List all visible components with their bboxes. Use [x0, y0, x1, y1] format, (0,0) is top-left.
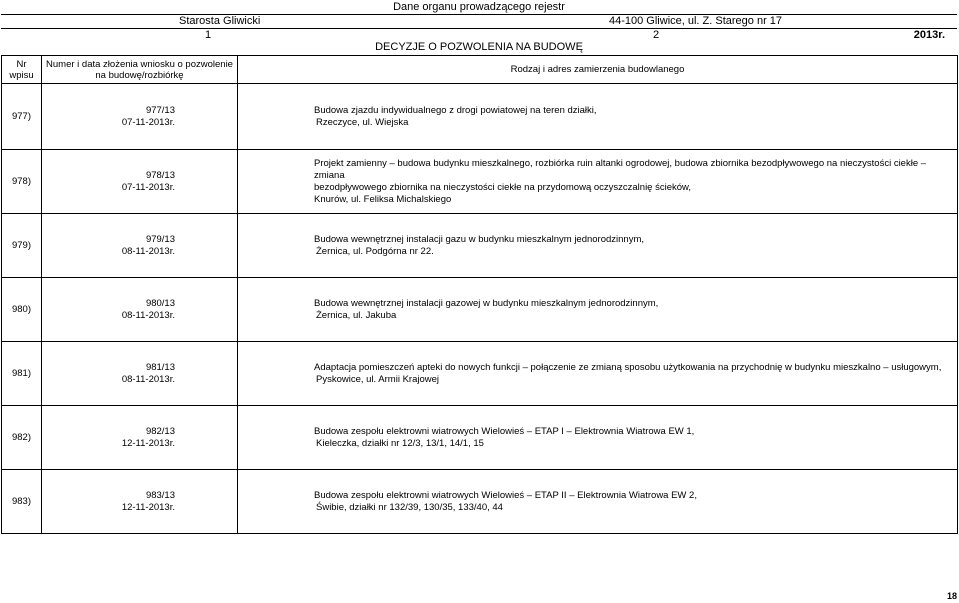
entry-number: 983): [2, 470, 42, 534]
register-header: [1, 1, 957, 56]
permits-table: [1, 55, 958, 534]
application-date: 08-11-2013r.: [121, 373, 175, 385]
entry-number: 979): [2, 214, 42, 278]
application-date: 08-11-2013r.: [121, 245, 175, 257]
description-line-1: Budowa zespołu elektrowni wiatrowych Wielowieś – ETAP II – Elektrownia Wiatrowa EW 2,: [314, 489, 697, 501]
table-row: [2, 84, 958, 150]
project-description: [238, 84, 958, 150]
register-title: DECYZJE O POZWOLENIA NA BUDOWĘ: [375, 41, 583, 53]
application-date: 12-11-2013r.: [121, 501, 175, 513]
application-date: 07-11-2013r.: [121, 181, 175, 193]
header-register-row: [1, 29, 957, 56]
description-line-1: Budowa wewnętrznej instalacji gazu w budynku mieszkalnym jednorodzinnym,: [314, 233, 645, 245]
application-number-date: [42, 342, 238, 406]
table-row: [2, 470, 958, 534]
register-owner-title: Dane organu prowadzącego rejestr: [393, 1, 565, 13]
column-index-1: 1: [205, 29, 212, 41]
description-line-1: Adaptacja pomieszczeń apteki do nowych funkcji – połączenie ze zmianą sposobu użytkowania na przychodnię w budynku mieszkalno – usługowym,: [314, 361, 942, 373]
description-line-2: Kieleczka, działki nr 12/3, 13/1, 14/1, 15: [316, 437, 484, 449]
application-number-date: [42, 150, 238, 214]
description-line-2: Żernica, ul. Jakuba: [316, 309, 397, 321]
header-nr: Nr wpisu: [2, 56, 42, 84]
project-description: [238, 150, 958, 214]
description-line-2: Świbie, działki nr 132/39, 130/35, 133/40, 44: [316, 501, 503, 513]
description-line-3: Knurów, ul. Feliksa Michalskiego: [314, 193, 452, 205]
table-body: [2, 84, 958, 534]
application-number: 980/13: [145, 297, 175, 309]
page-number: 18: [946, 591, 957, 601]
authority-address: 44-100 Gliwice, ul. Z. Starego nr 17: [609, 15, 783, 27]
description-line-2: Pyskowice, ul. Armii Krajowej: [316, 373, 440, 385]
table-row: [2, 342, 958, 406]
application-number: 982/13: [145, 425, 175, 437]
application-number: 983/13: [145, 489, 175, 501]
description-line-1: Budowa wewnętrznej instalacji gazowej w budynku mieszkalnym jednorodzinnym,: [314, 297, 659, 309]
project-description: [238, 278, 958, 342]
application-number: 981/13: [145, 361, 175, 373]
header-authority-row: [1, 15, 957, 29]
description-line-2: Rzeczyce, ul. Wiejska: [316, 116, 409, 128]
authority-name: Starosta Gliwicki: [179, 15, 261, 27]
description-line-1: Projekt zamienny – budowa budynku mieszkalnego, rozbiórka ruin altanki ogrodowej, budowa zbiornika bezodpływowego na nieczystości ciekłe – zmiana: [314, 157, 927, 181]
column-index-2: 2: [653, 29, 660, 41]
application-number: 978/13: [145, 169, 175, 181]
entry-number: 982): [2, 406, 42, 470]
application-number-date: [42, 278, 238, 342]
application-number: 979/13: [145, 233, 175, 245]
application-number-date: [42, 84, 238, 150]
header-description: Rodzaj i adres zamierzenia budowlanego: [238, 56, 958, 84]
table-row: [2, 406, 958, 470]
register-year: 2013r.: [913, 29, 945, 41]
description-line-2: bezodpływowego zbiornika na nieczystości ciekłe na przydomową oczyszczalnię ścieków,: [314, 181, 692, 193]
description-line-1: Budowa zespołu elektrowni wiatrowych Wielowieś – ETAP I – Elektrownia Wiatrowa EW 1,: [314, 425, 695, 437]
application-date: 08-11-2013r.: [121, 309, 175, 321]
entry-number: 978): [2, 150, 42, 214]
application-date: 07-11-2013r.: [121, 116, 175, 128]
application-number-date: [42, 406, 238, 470]
application-number-date: [42, 470, 238, 534]
table-header-row: [2, 56, 958, 84]
project-description: [238, 470, 958, 534]
header-number-date: Numer i data złożenia wniosku o pozwolenie na budowę/rozbiórkę: [42, 56, 238, 84]
description-line-1: Budowa zjazdu indywidualnego z drogi powiatowej na teren działki,: [314, 104, 597, 116]
project-description: [238, 214, 958, 278]
table-row: [2, 278, 958, 342]
table-row: [2, 214, 958, 278]
project-description: [238, 342, 958, 406]
project-description: [238, 406, 958, 470]
table-row: [2, 150, 958, 214]
application-number-date: [42, 214, 238, 278]
entry-number: 981): [2, 342, 42, 406]
description-line-2: Żernica, ul. Podgórna nr 22.: [316, 245, 434, 257]
header-title-row: [1, 1, 957, 15]
application-number: 977/13: [145, 104, 175, 116]
entry-number: 980): [2, 278, 42, 342]
application-date: 12-11-2013r.: [121, 437, 175, 449]
entry-number: 977): [2, 84, 42, 150]
